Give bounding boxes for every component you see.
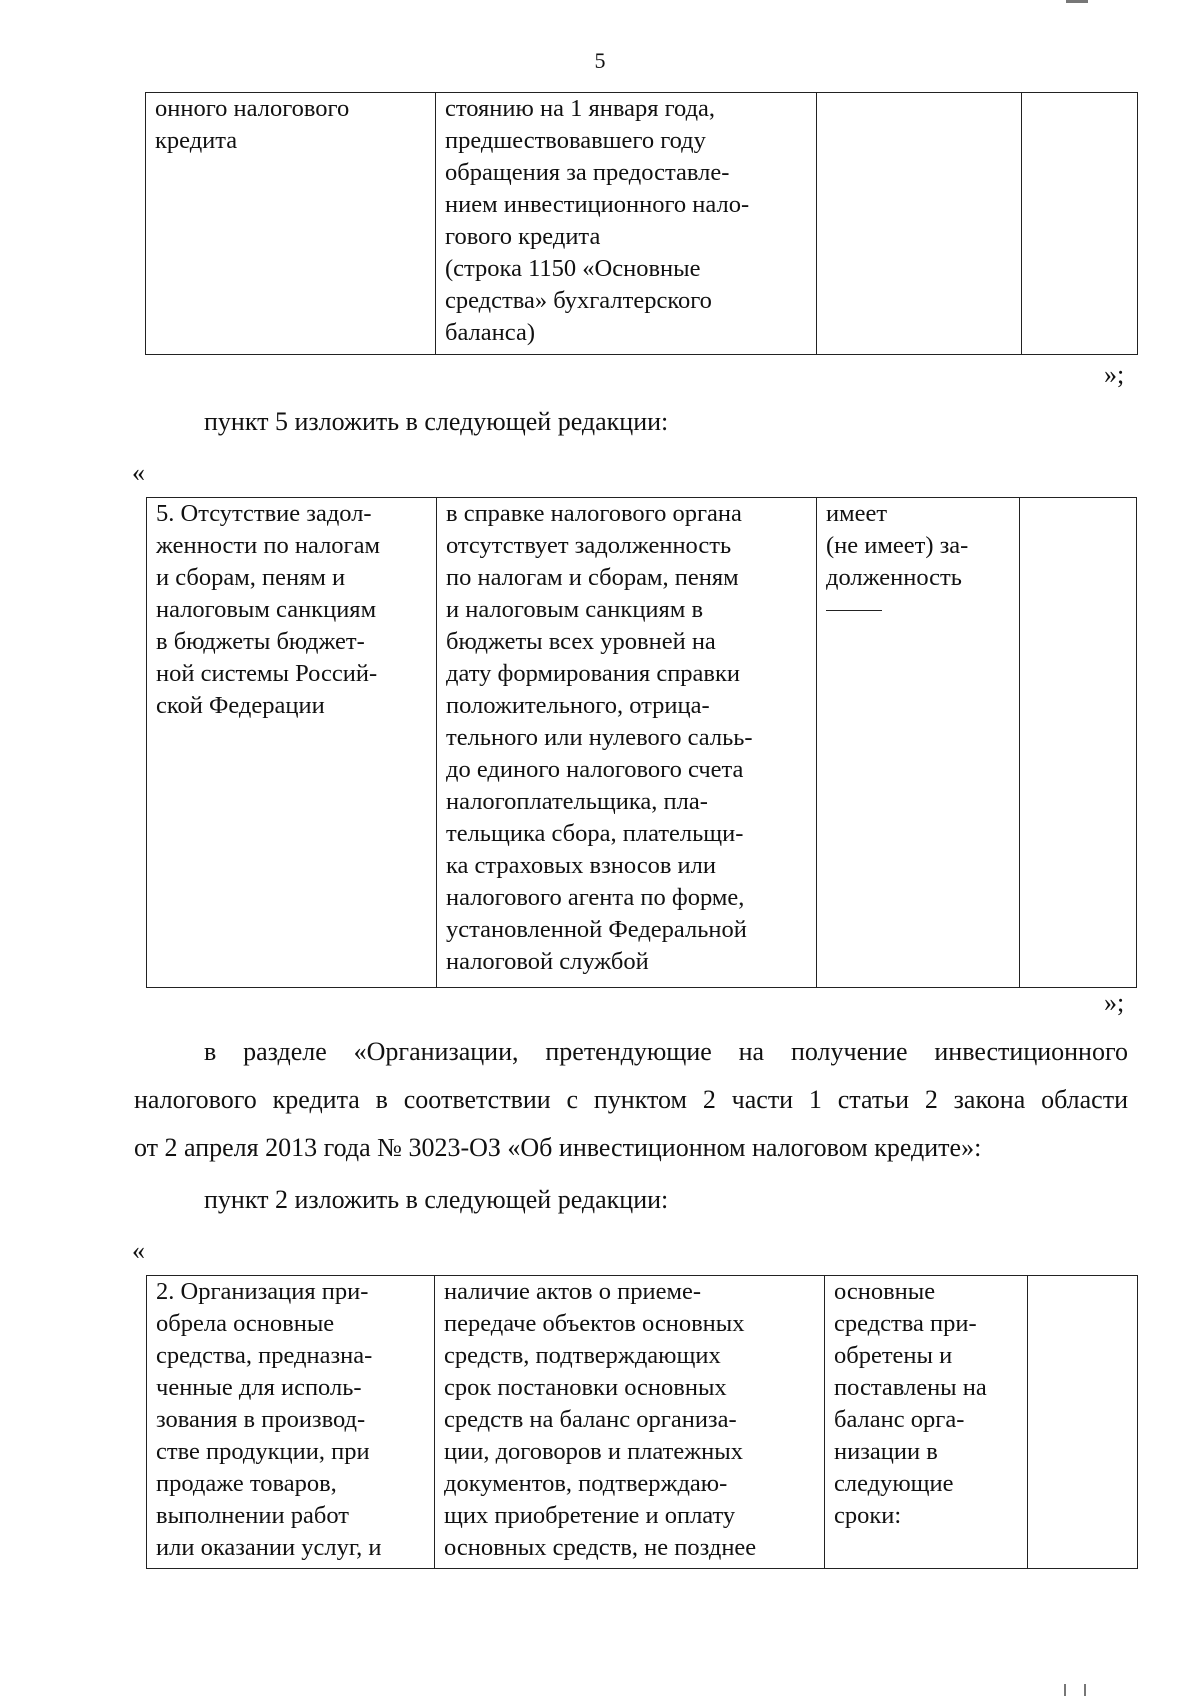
table-row (146, 93, 1138, 355)
closing-quote: »; (1104, 360, 1125, 389)
criterion-cell: онного налогового кредита (146, 93, 436, 355)
criterion-cell: 2. Организация при- обрела основные средства, предназна- ченные для исполь- зования в производ- стве продукции, при продаже товаров, выполнении работ или оказании услуг, и (147, 1276, 435, 1569)
paragraph-point-5-intro: пункт 5 изложить в следующей редакции: (204, 407, 669, 436)
opening-quote: « (132, 458, 145, 487)
criteria-table-point-2 (146, 1275, 1138, 1569)
value-cell (817, 498, 1020, 988)
confirmation-cell: в справке налогового органа отсутствует задолженность по налогам и сборам, пеням и налоговым санкциям в бюджеты всех уровней на дату формирования справки положительного, отрица- тельного или нулевого сальь- до единого налогового счета налогоплательщика, пла- тельщика сбора, плательщи- ка страховых взносов или налогового агента по форме, установленной Федеральной налоговой службой (437, 498, 817, 988)
value-text: имеет (не имеет) за- долженность (826, 500, 969, 591)
blank-line (826, 596, 882, 611)
paragraph-section-line-1: в разделе «Организации, претендующие на получение инвестиционного (204, 1037, 1128, 1066)
confirmation-cell: наличие актов о приеме- передаче объектов основных средств, подтверждающих срок постановки основных средств на баланс организа- ции, договоров и платежных документов, подтверждаю- щих приобретение и оплату основных средств, не позднее (435, 1276, 825, 1569)
table-row (147, 1276, 1138, 1569)
page-number: 5 (594, 48, 606, 73)
score-cell (1020, 498, 1137, 988)
criterion-cell: 5. Отсутствие задол- женности по налогам и сборам, пеням и налоговым санкциям в бюджеты бюджет- ной системы Россий- ской Федерации (147, 498, 437, 988)
score-cell (1028, 1276, 1138, 1569)
scan-mark (1064, 1684, 1066, 1696)
criteria-table-point-5 (146, 497, 1137, 988)
value-cell (817, 93, 1022, 355)
score-cell (1022, 93, 1138, 355)
opening-quote: « (132, 1236, 145, 1265)
scan-mark (1066, 0, 1088, 3)
closing-quote: »; (1104, 988, 1125, 1017)
value-cell: основные средства при- обретены и поставлены на баланс орга- низации в следующие сроки: (825, 1276, 1028, 1569)
criteria-table-continuation (145, 92, 1138, 355)
scan-mark (1084, 1684, 1086, 1696)
confirmation-cell: стоянию на 1 января года, предшествовавшего году обращения за предоставле- нием инвестиционного нало- гового кредита (строка 1150 «Основные средства» бухгалтерского баланса) (436, 93, 817, 355)
paragraph-section-line-2: налогового кредита в соответствии с пунктом 2 части 1 статьи 2 закона области (134, 1085, 1128, 1114)
table-row (147, 498, 1137, 988)
paragraph-section-line-3: от 2 апреля 2013 года № 3023-ОЗ «Об инвестиционном налоговом кредите»: (134, 1133, 982, 1162)
paragraph-point-2-intro: пункт 2 изложить в следующей редакции: (204, 1185, 669, 1214)
